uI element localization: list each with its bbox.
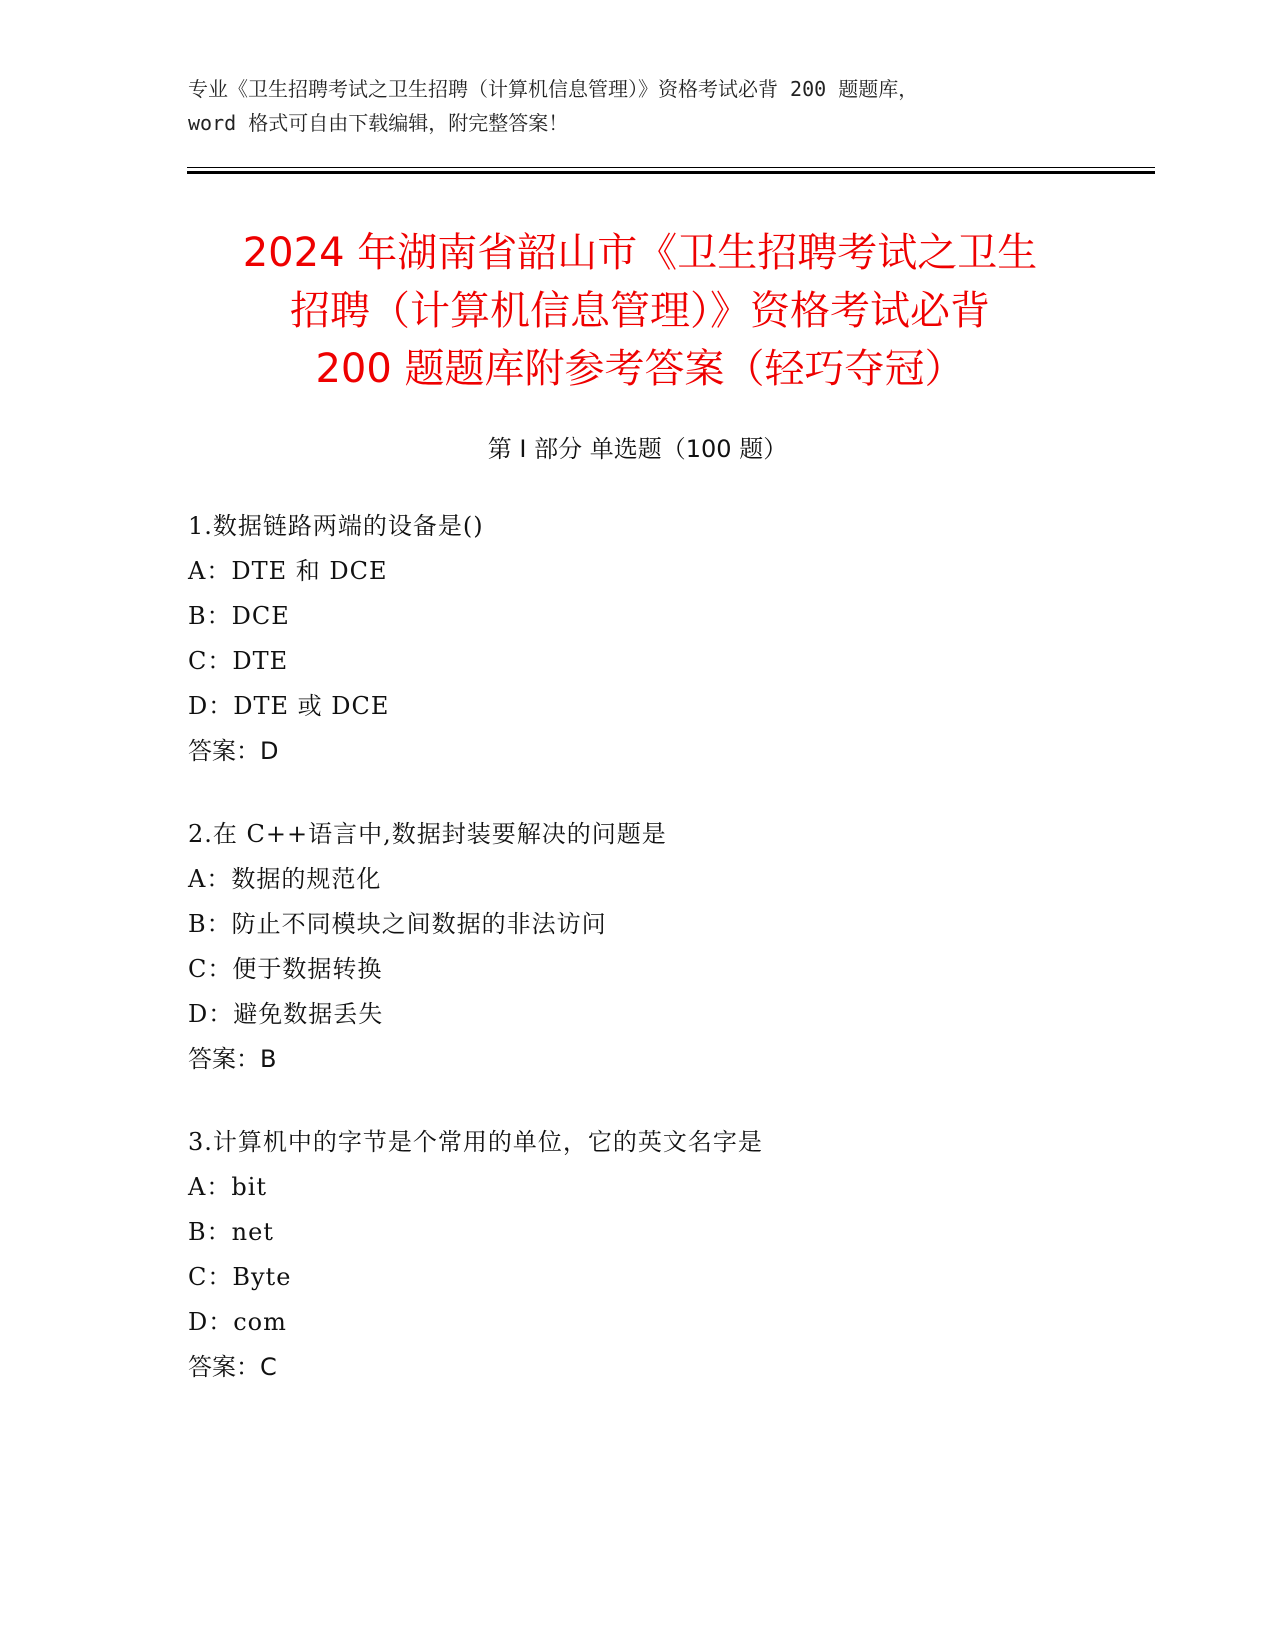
header-divider-thin [187,167,1155,168]
document-title [120,224,1160,398]
question-1 [188,504,1168,774]
section-title: 第 I 部分 单选题（100 题） [487,435,788,463]
question-stem: 2.在 C++语言中,数据封装要解决的问题是 [188,820,667,848]
option-d: D：DTE 或 DCE [188,692,390,720]
title-line-2: 招聘（计算机信息管理）》资格考试必背 [290,288,990,334]
answer: 答案：D [188,737,279,765]
option-a: A：DTE 和 DCE [188,557,388,585]
option-b: B：DCE [188,602,290,630]
question-2 [188,812,1168,1082]
option-b: B：防止不同模块之间数据的非法访问 [188,910,607,938]
option-c: C：便于数据转换 [188,955,383,983]
option-c: C：Byte [188,1263,292,1291]
header-note-line-1: 专业《卫生招聘考试之卫生招聘（计算机信息管理）》资格考试必背 200 题题库， [188,77,919,101]
answer: 答案：C [188,1353,277,1381]
option-b: B：net [188,1218,274,1246]
option-d: D：避免数据丢失 [188,1000,384,1028]
question-3 [188,1120,1168,1390]
answer: 答案：B [188,1045,277,1073]
question-stem: 1.数据链路两端的设备是() [188,512,484,540]
title-line-3: 200 题题库附参考答案（轻巧夺冠） [315,346,965,392]
header-divider-thick [187,171,1155,174]
option-d: D：com [188,1308,287,1336]
title-line-1: 2024 年湖南省韶山市《卫生招聘考试之卫生 [242,230,1038,276]
option-a: A：bit [188,1173,268,1201]
header-note-line-2: word 格式可自由下载编辑，附完整答案！ [188,111,569,135]
question-stem: 3.计算机中的字节是个常用的单位，它的英文名字是 [188,1128,763,1156]
option-a: A：数据的规范化 [188,865,382,893]
header-note [188,72,1088,140]
option-c: C：DTE [188,647,289,675]
